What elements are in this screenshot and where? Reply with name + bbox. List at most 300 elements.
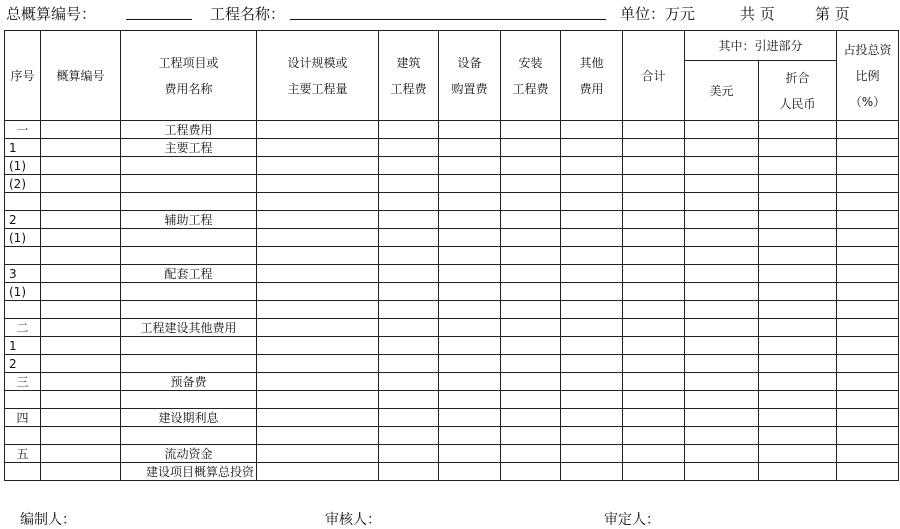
cell-empty[interactable] [623, 301, 685, 319]
cell-empty[interactable] [379, 445, 439, 463]
cell-seq: 3 [5, 265, 41, 283]
cell-empty[interactable] [379, 355, 439, 373]
cell-empty[interactable] [439, 193, 501, 211]
table-row [5, 319, 899, 337]
cell-empty[interactable] [379, 301, 439, 319]
cell-empty[interactable] [561, 121, 623, 139]
project-name-label: 工程名称： [210, 5, 286, 23]
cell-empty[interactable] [561, 157, 623, 175]
cell-empty[interactable] [257, 463, 379, 481]
cell-empty[interactable] [439, 337, 501, 355]
cell-empty[interactable] [439, 157, 501, 175]
cell-empty[interactable] [379, 229, 439, 247]
header-equip-line2: 购置费 [451, 81, 488, 96]
cell-item-name [121, 427, 257, 445]
cell-empty[interactable] [837, 427, 899, 445]
cell-empty[interactable] [379, 193, 439, 211]
cell-empty[interactable] [685, 265, 759, 283]
cell-empty[interactable] [685, 337, 759, 355]
cell-empty[interactable] [561, 247, 623, 265]
cell-empty[interactable] [623, 319, 685, 337]
cell-empty[interactable] [257, 175, 379, 193]
header-scale-line1: 设计规模或 [287, 55, 348, 70]
cell-empty[interactable] [257, 229, 379, 247]
cell-item-name: 预备费 [121, 373, 257, 391]
table-body [5, 121, 899, 481]
cell-empty[interactable] [379, 121, 439, 139]
cell-empty[interactable] [379, 265, 439, 283]
cell-empty[interactable] [759, 229, 837, 247]
cell-empty[interactable] [379, 211, 439, 229]
cell-empty[interactable] [623, 283, 685, 301]
cell-empty[interactable] [379, 463, 439, 481]
cell-empty[interactable] [685, 391, 759, 409]
cell-seq [5, 247, 41, 265]
cell-empty[interactable] [257, 427, 379, 445]
cell-empty[interactable] [501, 445, 561, 463]
cell-empty[interactable] [41, 319, 121, 337]
cell-empty[interactable] [379, 175, 439, 193]
budget-no-field[interactable] [126, 19, 192, 20]
cell-empty[interactable] [501, 247, 561, 265]
cell-empty[interactable] [837, 121, 899, 139]
cell-empty[interactable] [257, 139, 379, 157]
cell-empty[interactable] [439, 463, 501, 481]
cell-seq: (2) [5, 175, 41, 193]
header-other-line1: 其他 [579, 55, 604, 70]
cell-empty[interactable] [759, 283, 837, 301]
cell-empty[interactable] [439, 319, 501, 337]
cell-seq [5, 301, 41, 319]
header-rmb-line2: 人民币 [779, 96, 816, 111]
cell-empty[interactable] [759, 121, 837, 139]
cell-empty[interactable] [623, 157, 685, 175]
cell-empty[interactable] [257, 373, 379, 391]
table-row [5, 175, 899, 193]
cell-empty[interactable] [837, 229, 899, 247]
cell-item-name [121, 301, 257, 319]
cell-empty[interactable] [685, 157, 759, 175]
cell-empty[interactable] [837, 373, 899, 391]
cell-item-name: 配套工程 [121, 265, 257, 283]
cell-empty[interactable] [501, 373, 561, 391]
cell-item-name: 流动资金 [121, 445, 257, 463]
cell-empty[interactable] [41, 121, 121, 139]
cell-item-name [121, 391, 257, 409]
cell-empty[interactable] [439, 391, 501, 409]
cell-empty[interactable] [439, 211, 501, 229]
cell-empty[interactable] [759, 157, 837, 175]
cell-seq: (1) [5, 229, 41, 247]
cell-empty[interactable] [41, 373, 121, 391]
cell-empty[interactable] [685, 247, 759, 265]
cell-empty[interactable] [837, 211, 899, 229]
header-code: 概算编号 [41, 31, 121, 121]
cell-empty[interactable] [41, 193, 121, 211]
header-item-line2: 费用名称 [164, 81, 213, 96]
table-row [5, 373, 899, 391]
cell-seq: 五 [5, 445, 41, 463]
cell-empty[interactable] [623, 193, 685, 211]
cell-empty[interactable] [685, 355, 759, 373]
header-total: 合计 [623, 31, 685, 121]
cell-empty[interactable] [685, 373, 759, 391]
cell-empty[interactable] [623, 355, 685, 373]
cell-empty[interactable] [837, 445, 899, 463]
cell-empty[interactable] [439, 427, 501, 445]
cell-empty[interactable] [685, 175, 759, 193]
cell-empty[interactable] [837, 247, 899, 265]
cell-empty[interactable] [623, 229, 685, 247]
cell-empty[interactable] [379, 283, 439, 301]
header-usd: 美元 [685, 61, 759, 121]
cell-empty[interactable] [501, 427, 561, 445]
cell-item-name: 建设项目概算总投资 [121, 463, 257, 481]
cell-empty[interactable] [41, 139, 121, 157]
header-equip [439, 31, 501, 121]
cell-empty[interactable] [759, 301, 837, 319]
cell-empty[interactable] [501, 265, 561, 283]
cell-item-name [121, 247, 257, 265]
cell-empty[interactable] [561, 283, 623, 301]
cell-empty[interactable] [759, 247, 837, 265]
header-ratio-line1: 占投总资 [843, 42, 892, 57]
table-row [5, 283, 899, 301]
budget-no-label: 总概算编号： [6, 5, 97, 23]
cell-empty[interactable] [41, 229, 121, 247]
cell-empty[interactable] [561, 211, 623, 229]
cell-seq [5, 193, 41, 211]
cell-empty[interactable] [41, 283, 121, 301]
header-build-line1: 建筑 [396, 55, 421, 70]
cell-empty[interactable] [561, 265, 623, 283]
header-build [379, 31, 439, 121]
header-install [501, 31, 561, 121]
form-header [0, 0, 900, 30]
cell-empty[interactable] [501, 409, 561, 427]
cell-empty[interactable] [257, 355, 379, 373]
cell-empty[interactable] [501, 463, 561, 481]
cell-empty[interactable] [561, 337, 623, 355]
cell-empty[interactable] [257, 301, 379, 319]
reviewer-label: 审核人： [325, 512, 381, 528]
page-no-label: 第 页 [815, 5, 850, 23]
header-scale-line2: 主要工程量 [287, 81, 348, 96]
cell-seq [5, 427, 41, 445]
table-row [5, 427, 899, 445]
table-row [5, 157, 899, 175]
cell-empty[interactable] [41, 391, 121, 409]
table-row [5, 337, 899, 355]
cell-empty[interactable] [501, 229, 561, 247]
cell-empty[interactable] [379, 391, 439, 409]
cell-empty[interactable] [685, 229, 759, 247]
cell-seq: 四 [5, 409, 41, 427]
cell-empty[interactable] [379, 427, 439, 445]
cell-empty[interactable] [561, 139, 623, 157]
cell-empty[interactable] [439, 445, 501, 463]
cell-empty[interactable] [41, 211, 121, 229]
cell-empty[interactable] [41, 355, 121, 373]
cell-empty[interactable] [439, 121, 501, 139]
cell-seq: 二 [5, 319, 41, 337]
cell-seq: (1) [5, 283, 41, 301]
table-row [5, 121, 899, 139]
cell-empty[interactable] [501, 319, 561, 337]
cell-empty[interactable] [759, 391, 837, 409]
cell-empty[interactable] [561, 373, 623, 391]
header-item-line1: 工程项目或 [158, 55, 219, 70]
cell-empty[interactable] [685, 409, 759, 427]
cell-empty[interactable] [837, 157, 899, 175]
cell-empty[interactable] [439, 409, 501, 427]
cell-empty[interactable] [837, 391, 899, 409]
cell-empty[interactable] [759, 139, 837, 157]
cell-empty[interactable] [501, 211, 561, 229]
cell-empty[interactable] [41, 301, 121, 319]
cell-empty[interactable] [439, 265, 501, 283]
cell-empty[interactable] [623, 373, 685, 391]
cell-item-name: 工程费用 [121, 121, 257, 139]
cell-empty[interactable] [41, 337, 121, 355]
cell-item-name [121, 229, 257, 247]
cell-empty[interactable] [837, 265, 899, 283]
cell-empty[interactable] [837, 301, 899, 319]
cell-empty[interactable] [257, 121, 379, 139]
cell-empty[interactable] [759, 445, 837, 463]
cell-empty[interactable] [439, 247, 501, 265]
cell-seq: 2 [5, 355, 41, 373]
cell-empty[interactable] [759, 409, 837, 427]
form-footer [0, 507, 900, 526]
cell-empty[interactable] [379, 247, 439, 265]
cell-empty[interactable] [41, 463, 121, 481]
cell-empty[interactable] [379, 373, 439, 391]
cell-empty[interactable] [501, 301, 561, 319]
table-row [5, 193, 899, 211]
cell-empty[interactable] [685, 445, 759, 463]
cell-empty[interactable] [257, 391, 379, 409]
cell-empty[interactable] [837, 139, 899, 157]
cell-item-name [121, 355, 257, 373]
table-row [5, 265, 899, 283]
cell-empty[interactable] [561, 193, 623, 211]
project-name-field[interactable] [290, 19, 606, 20]
cell-item-name [121, 283, 257, 301]
cell-seq: 1 [5, 139, 41, 157]
total-pages-label: 共 页 [740, 5, 775, 23]
cell-empty[interactable] [837, 355, 899, 373]
cell-empty[interactable] [759, 373, 837, 391]
cell-seq: (1) [5, 157, 41, 175]
cell-empty[interactable] [501, 139, 561, 157]
cell-item-name [121, 193, 257, 211]
table-row [5, 463, 899, 481]
cell-empty[interactable] [257, 283, 379, 301]
cell-empty[interactable] [685, 301, 759, 319]
cell-empty[interactable] [257, 337, 379, 355]
cell-empty[interactable] [257, 319, 379, 337]
table-row [5, 409, 899, 427]
cell-seq: 三 [5, 373, 41, 391]
cell-empty[interactable] [379, 157, 439, 175]
unit-label: 单位：万元 [620, 5, 696, 23]
header-install-line1: 安装 [518, 55, 543, 70]
cell-empty[interactable] [257, 247, 379, 265]
cell-empty[interactable] [623, 463, 685, 481]
header-seq: 序号 [5, 31, 41, 121]
cell-empty[interactable] [561, 175, 623, 193]
cell-empty[interactable] [837, 409, 899, 427]
cell-empty[interactable] [759, 355, 837, 373]
cell-empty[interactable] [759, 427, 837, 445]
cell-empty[interactable] [685, 139, 759, 157]
cell-empty[interactable] [623, 445, 685, 463]
cell-empty[interactable] [623, 391, 685, 409]
cell-empty[interactable] [561, 319, 623, 337]
cell-item-name: 建设期利息 [121, 409, 257, 427]
cell-empty[interactable] [837, 319, 899, 337]
cell-seq: 1 [5, 337, 41, 355]
cell-empty[interactable] [41, 445, 121, 463]
cell-empty[interactable] [837, 193, 899, 211]
cell-empty[interactable] [685, 319, 759, 337]
cell-empty[interactable] [685, 283, 759, 301]
cell-empty[interactable] [759, 193, 837, 211]
preparer-label: 编制人： [20, 512, 76, 528]
cell-empty[interactable] [759, 319, 837, 337]
cell-empty[interactable] [623, 337, 685, 355]
cell-empty[interactable] [685, 211, 759, 229]
cell-empty[interactable] [837, 337, 899, 355]
cell-empty[interactable] [379, 409, 439, 427]
cell-empty[interactable] [257, 445, 379, 463]
approver-label: 审定人： [604, 512, 660, 528]
cell-seq [5, 463, 41, 481]
cell-empty[interactable] [685, 121, 759, 139]
header-scale [257, 31, 379, 121]
table-row [5, 355, 899, 373]
cell-empty[interactable] [41, 265, 121, 283]
cell-item-name: 辅助工程 [121, 211, 257, 229]
cell-seq [5, 391, 41, 409]
table-row [5, 229, 899, 247]
cell-empty[interactable] [623, 409, 685, 427]
cell-empty[interactable] [501, 175, 561, 193]
cell-empty[interactable] [439, 283, 501, 301]
cell-empty[interactable] [439, 301, 501, 319]
cell-empty[interactable] [561, 355, 623, 373]
cell-empty[interactable] [759, 211, 837, 229]
cell-seq: 2 [5, 211, 41, 229]
cell-empty[interactable] [41, 175, 121, 193]
header-ratio-line3: （%） [849, 94, 886, 109]
cell-empty[interactable] [759, 175, 837, 193]
cell-empty[interactable] [561, 301, 623, 319]
table-row [5, 391, 899, 409]
cell-empty[interactable] [561, 445, 623, 463]
cell-empty[interactable] [501, 355, 561, 373]
budget-table [4, 30, 899, 481]
cell-seq: 一 [5, 121, 41, 139]
cell-empty[interactable] [439, 229, 501, 247]
cell-empty[interactable] [379, 337, 439, 355]
header-import: 其中：引进部分 [685, 31, 837, 61]
cell-empty[interactable] [837, 283, 899, 301]
cell-empty[interactable] [501, 121, 561, 139]
header-ratio [837, 31, 899, 121]
cell-empty[interactable] [623, 211, 685, 229]
cell-empty[interactable] [501, 391, 561, 409]
cell-empty[interactable] [623, 247, 685, 265]
cell-empty[interactable] [561, 391, 623, 409]
cell-item-name: 工程建设其他费用 [121, 319, 257, 337]
cell-empty[interactable] [759, 337, 837, 355]
header-rmb-line1: 折合 [785, 70, 810, 85]
cell-empty[interactable] [837, 463, 899, 481]
table-row [5, 247, 899, 265]
cell-empty[interactable] [561, 229, 623, 247]
cell-empty[interactable] [41, 157, 121, 175]
cell-empty[interactable] [685, 463, 759, 481]
cell-empty[interactable] [439, 175, 501, 193]
header-ratio-line2: 比例 [855, 68, 880, 83]
header-item [121, 31, 257, 121]
table-row [5, 211, 899, 229]
cell-empty[interactable] [623, 139, 685, 157]
table-row [5, 139, 899, 157]
cell-empty[interactable] [257, 409, 379, 427]
header-other-line2: 费用 [579, 81, 604, 96]
cell-empty[interactable] [623, 427, 685, 445]
cell-empty[interactable] [561, 409, 623, 427]
cell-empty[interactable] [257, 211, 379, 229]
cell-empty[interactable] [759, 265, 837, 283]
cell-empty[interactable] [257, 265, 379, 283]
cell-empty[interactable] [379, 319, 439, 337]
header-install-line2: 工程费 [512, 81, 549, 96]
cell-empty[interactable] [439, 139, 501, 157]
cell-item-name: 主要工程 [121, 139, 257, 157]
cell-empty[interactable] [623, 265, 685, 283]
cell-empty[interactable] [439, 355, 501, 373]
header-equip-line1: 设备 [457, 55, 482, 70]
cell-empty[interactable] [257, 193, 379, 211]
cell-item-name [121, 157, 257, 175]
cell-empty[interactable] [501, 157, 561, 175]
cell-empty[interactable] [623, 121, 685, 139]
cell-empty[interactable] [561, 463, 623, 481]
cell-empty[interactable] [41, 409, 121, 427]
table-row [5, 445, 899, 463]
cell-empty[interactable] [685, 193, 759, 211]
cell-empty[interactable] [41, 247, 121, 265]
cell-empty[interactable] [837, 175, 899, 193]
cell-empty[interactable] [623, 175, 685, 193]
cell-empty[interactable] [379, 139, 439, 157]
cell-empty[interactable] [439, 373, 501, 391]
cell-empty[interactable] [501, 337, 561, 355]
cell-empty[interactable] [257, 157, 379, 175]
cell-empty[interactable] [501, 193, 561, 211]
cell-empty[interactable] [501, 283, 561, 301]
cell-empty[interactable] [685, 427, 759, 445]
cell-item-name [121, 337, 257, 355]
header-rmb [759, 61, 837, 121]
cell-empty[interactable] [41, 427, 121, 445]
cell-empty[interactable] [759, 463, 837, 481]
cell-empty[interactable] [561, 427, 623, 445]
